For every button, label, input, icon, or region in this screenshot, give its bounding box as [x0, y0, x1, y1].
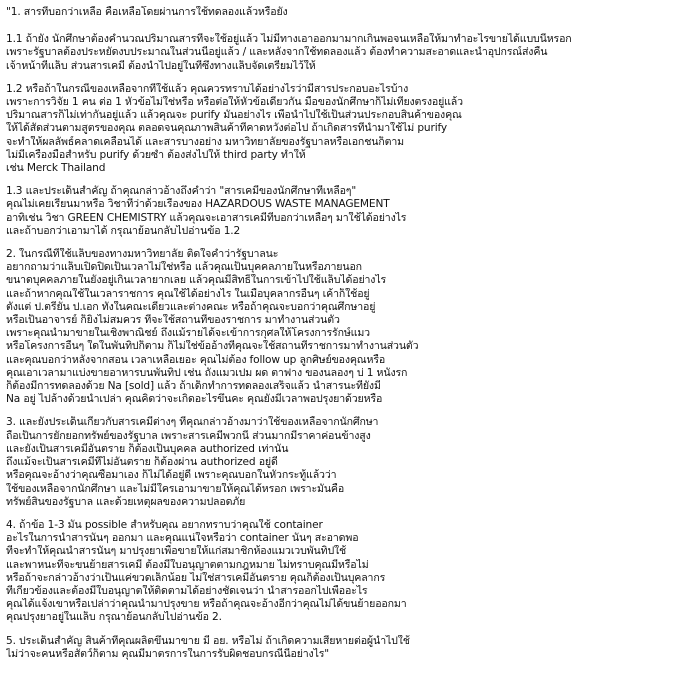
text-line: เพราะรัฐบาลต้องประหยัดงบประมาณในส่วนนี้อยู่แล้ว / และหลังจากใช้ทดลองแล้ว ต้องทำความสะอาดและนำอุปกรณ์ส่งคืน [6, 46, 548, 59]
text-line: ไม่ว่าจะคนหรือสัตว์ก็ตาม คุณมีมาตรการในการรับผิดชอบกรณีนี้อย่างไร" [6, 647, 330, 660]
text-line: อยากถามว่าแล็บเปิดปิดเป็นเวลาไม่ใช่หรือ แล้วคุณเป็นบุคคลภายในหรือภายนอก [6, 261, 362, 274]
text-line: ไม่มีเครื่องมือสำหรับ purify ด้วยซ้ำ ต้องส่งไปให้ third party ทำให้ [6, 148, 306, 161]
paragraph-1-2 [6, 83, 696, 175]
text-line: ขนาดบุคคลภายในยังอยู่เกินเวลายากเลย แล้วคุณมีสิทธิ์ในการเข้าไปใช้แล็บได้อย่างไร [6, 274, 387, 287]
text-line: และพาหนะที่จะขนย้ายสารเคมี ต้องมีใบอนุญาตตามกฎหมาย ไม่ทราบคุณมีหรือไม่ [6, 558, 369, 571]
document-body [6, 6, 696, 671]
paragraph-2 [6, 248, 696, 406]
paragraph-5 [6, 635, 696, 661]
text-line: ถือเป็นการยักยอกทรัพย์ของรัฐบาล เพราะสารเคมีพวกนี้ ส่วนมากมีราคาค่อนข้างสูง [6, 429, 371, 442]
text-line: 1.1 ถ้ายัง นักศึกษาต้องคำนวณปริมาณสารที่จะใช้อยู่แล้ว ไม่มีทางเอาออกมามากเกินพอจนเหลือให้มาทำอะไรขายได้แบบนี้หรอก [6, 33, 572, 46]
text-line: คุณไม่เคยเรียนมาหรือ วิชาที่ว่าด้วยเรื่องของ HAZARDOUS WASTE MANAGEMENT [6, 198, 390, 211]
text-line: ที่เกี่ยวข้องและต้องมีใบอนุญาตให้ติดตามได้อย่างชัดเจนว่า นำสารออกไปเพื่ออะไร [6, 584, 368, 597]
text-line: "1. สารที่บอกว่าเหลือ คือเหลือโดยผ่านการใช้ทดลองแล้วหรือยัง [6, 6, 288, 18]
paragraph-3 [6, 416, 696, 508]
text-line: เพราะคุณนำมาขายในเชิงพาณิชย์ ถึงแม้รายได้จะเข้าการกุศลให้โครงการรักษ์แมว [6, 327, 370, 340]
text-line: ให้ได้สัดส่วนตามสูตรของคุณ ตลอดจนคุณภาพสินค้าที่คาดหวังต่อไป ถ้าเกิดสารที่นำมาใช้ไม่ purify [6, 122, 448, 135]
text-line: หรือเป็นอาจารย์ ก็ยิ่งไม่สมควร ที่จะใช้สถานที่ของราชการ มาทำงานส่วนตัว [6, 314, 340, 327]
text-line: เจ้าหน้าที่แล็บ ส่วนสารเคมี ต้องนำไปอยู่ในที่ซึ่งทางแล็บจัดเตรียมไว้ให้ [6, 59, 316, 72]
text-line: และยังเป็นสารเคมีอันตราย ก็ต้องเป็นบุคคล authorized เท่านั้น [6, 442, 289, 455]
text-line: 1.2 หรือถ้าในกรณีของเหลือจากที่ใช้แล้ว คุณควรทราบได้อย่างไรว่ามีสารประกอบอะไรบ้าง [6, 82, 409, 95]
text-line: 3. และยังประเด็นเกี่ยวกับสารเคมีต่างๆ ที่คุณกล่าวอ้างมาว่าใช้ของเหลือจากนักศึกษา [6, 416, 379, 429]
text-line: ทรัพย์สินของรัฐบาล และด้วยเหตุผลของความปลอดภัย [6, 495, 246, 508]
text-line: 5. ประเด็นสำคัญ สินค้าที่คุณผลิตขึ้นมาขาย มี อย. หรือไม่ ถ้าเกิดความเสียหายต่อผู้นำไปใช้ [6, 634, 410, 647]
question-heading [6, 6, 696, 19]
paragraph-1-3 [6, 185, 696, 238]
text-line: 2. ในกรณีที่ใช้แล็บของทางมหาวิทยาลัย ติดใจคำว่ารัฐบาลนะ [6, 248, 279, 261]
text-line: เพราะการวิจัย 1 คน ต่อ 1 หัวข้อไม่ใช่หรือ หรือต่อให้หัวข้อเดียวกัน มือของนักศึกษาก็ไม่เที่ยงตรงอยู่แล้ว [6, 96, 463, 109]
text-line: ที่จะทำให้คุณนำสารนั้นๆ มาปรุงยาเพื่อขายให้แก่สมาชิกห้องแมวเวบพันทิปใช้ [6, 545, 347, 558]
text-line: อาทิเช่น วิชา GREEN CHEMISTRY แล้วคุณจะเอาสารเคมีที่บอกว่าเหลือๆ มาใช้ได้อย่างไร [6, 211, 407, 224]
text-line: คุณเอาเวลามาแบ่งขายอาหารบนพันทิป เช่น ถังแมวเปม ผด ตาฟาง ของนลองๆ บ่ 1 หนังรก [6, 366, 408, 379]
text-line: หรือคุณจะอ้างว่าคุณซื้อมาเอง ก็ไม่ได้อยู่ดี เพราะคุณบอกในหัวกระทู้แล้วว่า [6, 469, 337, 482]
text-line: และคุณบอกว่าหลังจากสอน เวลาเหลือเยอะ คุณไม่ต้อง follow up ลูกศิษย์ของคุณหรือ [6, 353, 386, 366]
text-line: Na อยู่ ไปล้างด้วยน้ำเปล่า คุณคิดว่าจะเกิดอะไรขึ้นคะ คุณยังมีเวลาพอปรุงยาด้วยหรือ [6, 393, 383, 406]
text-line: และถ้าหากคุณใช้ในเวลาราชการ คุณใช้ได้อย่างไร ในเมื่อบุคลากรอื่นๆ เค้าก็ใช้อยู่ [6, 287, 370, 300]
text-line: ใช้ของเหลือจากนักศึกษา และไม่มีใครเอามาขายให้คุณได้หรอก เพราะมันคือ [6, 482, 345, 495]
text-line: อะไรในการนำสารนั้นๆ ออกมา และคุณแน่ใจหรือว่า container นั้นๆ สะอาดพอ [6, 532, 359, 545]
text-line: 1.3 และประเด็นสำคัญ ถ้าคุณกล่าวอ้างถึงคำว่า "สารเคมีของนักศึกษาที่เหลือๆ" [6, 185, 357, 198]
text-line: ตั้งแต่ ป.ตรียัน ป.เอก ทั้งในคณะเดียวและต่างคณะ หรือถ้าคุณจะบอกว่าคุณศึกษาอยู่ [6, 300, 376, 313]
text-line: คุณปรุงยาอยู่ในแล็บ กรุณาย้อนกลับไปอ่านข้อ 2. [6, 611, 222, 624]
text-line: ก็ต้องมีการทดลองด้วย Na [sold] แล้ว ถ้าเด็กทำการทดลองเสร็จแล้ว นำสารนะที่ยังมี [6, 380, 381, 393]
text-line: จะทำให้ผลลัพธ์คลาดเคลื่อนได้ และสารบางอย่าง มหาวิทยาลัยของรัฐบาลหรือเอกชนก็ตาม [6, 135, 404, 148]
paragraph-4 [6, 519, 696, 625]
text-line: หรือถ้าจะกล่าวอ้างว่าเป็นแค่ขวดเล็กน้อย ไม่ใช่สารเคมีอันตราย คุณก็ต้องเป็นบุคลากร [6, 571, 386, 584]
text-line: 4. ถ้าข้อ 1-3 มัน possible สำหรับคุณ อยากทราบว่าคุณใช้ container [6, 518, 323, 531]
text-line: ถึงแม้จะเป็นสารเคมีที่ไม่อันตราย ก็ต้องผ่าน authorized อยู่ดี [6, 456, 278, 469]
paragraph-1-1 [6, 33, 696, 73]
text-line: ปริมาณสารก็ไม่เท่ากันอยู่แล้ว แล้วคุณจะ purify มันอย่างไร เพื่อนำไปใช้เป็นส่วนประกอบสินค้าของคุณ [6, 109, 462, 122]
text-line: และถ้าบอกว่าเอามาได้ กรุณาย้อนกลับไปอ่านข้อ 1.2 [6, 224, 241, 237]
text-line: หรือโครงการอื่นๆ ใดในพันทิปก็ตาม ก็ไม่ใช่ข้ออ้างที่คุณจะใช้สถานที่ราชการมาทำงานส่วนตัว [6, 340, 419, 353]
text-line: คุณได้แจ้งเขาหรือเปล่าว่าคุณนำมาปรุงขาย หรือถ้าคุณจะอ้างอีกว่าคุณไม่ได้ขนย้ายออกมา [6, 598, 407, 611]
text-line: เช่น Merck Thailand [6, 162, 106, 175]
